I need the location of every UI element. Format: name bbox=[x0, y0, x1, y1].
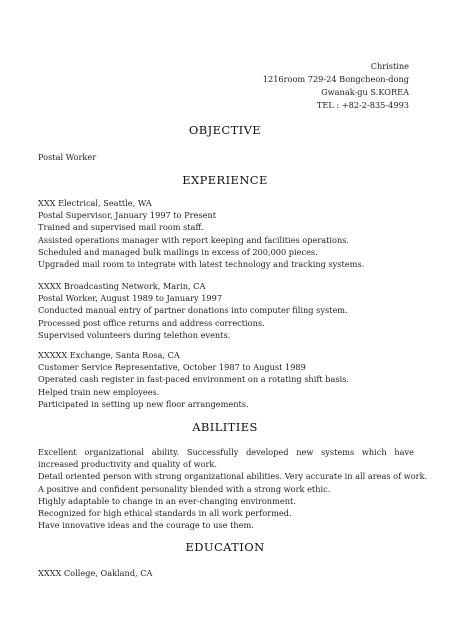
job-employer: XXXXX Exchange, Santa Rosa, CA bbox=[38, 350, 180, 360]
abilities-section bbox=[38, 446, 428, 531]
job-duty: Operated cash register in fast-paced environment on a rotating shift basis. bbox=[38, 374, 349, 385]
job-duty: Conducted manual entry of partner donations into computer filing system. bbox=[38, 305, 348, 316]
job-duty: Upgraded mail room to integrate with latest technology and tracking systems. bbox=[38, 259, 365, 270]
job-entry-3 bbox=[38, 349, 414, 410]
ability-item: A positive and confident personality blended with a strong work ethic. bbox=[38, 483, 331, 494]
contact-address-line-2: Gwanak-gu S.KOREA bbox=[321, 87, 409, 97]
job-duty: Processed post office returns and address corrections. bbox=[38, 317, 265, 328]
job-duty: Supervised volunteers during telethon events. bbox=[38, 329, 231, 340]
job-title: Customer Service Representative, October 1987 to August 1989 bbox=[38, 362, 306, 373]
job-duty: Trained and supervised mail room staff. bbox=[38, 222, 204, 233]
education-section bbox=[38, 567, 414, 579]
job-duty: Assisted operations manager with report keeping and facilities operations. bbox=[38, 234, 350, 245]
education-heading: EDUCATION bbox=[185, 540, 265, 554]
contact-block bbox=[263, 60, 409, 112]
ability-item: Highly adaptable to change in an ever-changing environment. bbox=[38, 495, 296, 506]
contact-name: Christine bbox=[370, 61, 409, 71]
job-title: Postal Supervisor, January 1997 to Present bbox=[38, 210, 217, 221]
job-employer: XXX Electrical, Seattle, WA bbox=[38, 198, 152, 208]
objective-section bbox=[38, 151, 414, 163]
education-school: XXXX College, Oakland, CA bbox=[38, 568, 153, 578]
ability-item: Excellent organizational ability. Successfully developed new systems which have increased productivity and quality of work. bbox=[38, 447, 414, 470]
objective-text: Postal Worker bbox=[38, 152, 97, 162]
experience-heading: EXPERIENCE bbox=[182, 173, 268, 187]
contact-phone: TEL : +82-2-835-4993 bbox=[316, 100, 409, 110]
objective-heading: OBJECTIVE bbox=[188, 123, 262, 137]
job-title: Postal Worker, August 1989 to January 1997 bbox=[38, 293, 223, 304]
job-entry-1 bbox=[38, 197, 414, 270]
job-duty: Participated in setting up new floor arrangements. bbox=[38, 398, 249, 409]
contact-address-line-1: 1216room 729-24 Bongcheon-dong bbox=[262, 74, 409, 84]
job-entry-2 bbox=[38, 280, 414, 341]
ability-item: Detail oriented person with strong organizational abilities. Very accurate in all areas of work. bbox=[38, 471, 428, 482]
job-duty: Helped train new employees. bbox=[38, 386, 160, 397]
abilities-heading: ABILITIES bbox=[192, 420, 258, 434]
ability-item: Recognized for high ethical standards in all work performed. bbox=[38, 508, 292, 519]
job-employer: XXXX Broadcasting Network, Marin, CA bbox=[38, 281, 206, 291]
ability-item: Have innovative ideas and the courage to use them. bbox=[38, 520, 254, 531]
job-duty: Scheduled and managed bulk mailings in excess of 200,000 pieces. bbox=[38, 246, 318, 257]
